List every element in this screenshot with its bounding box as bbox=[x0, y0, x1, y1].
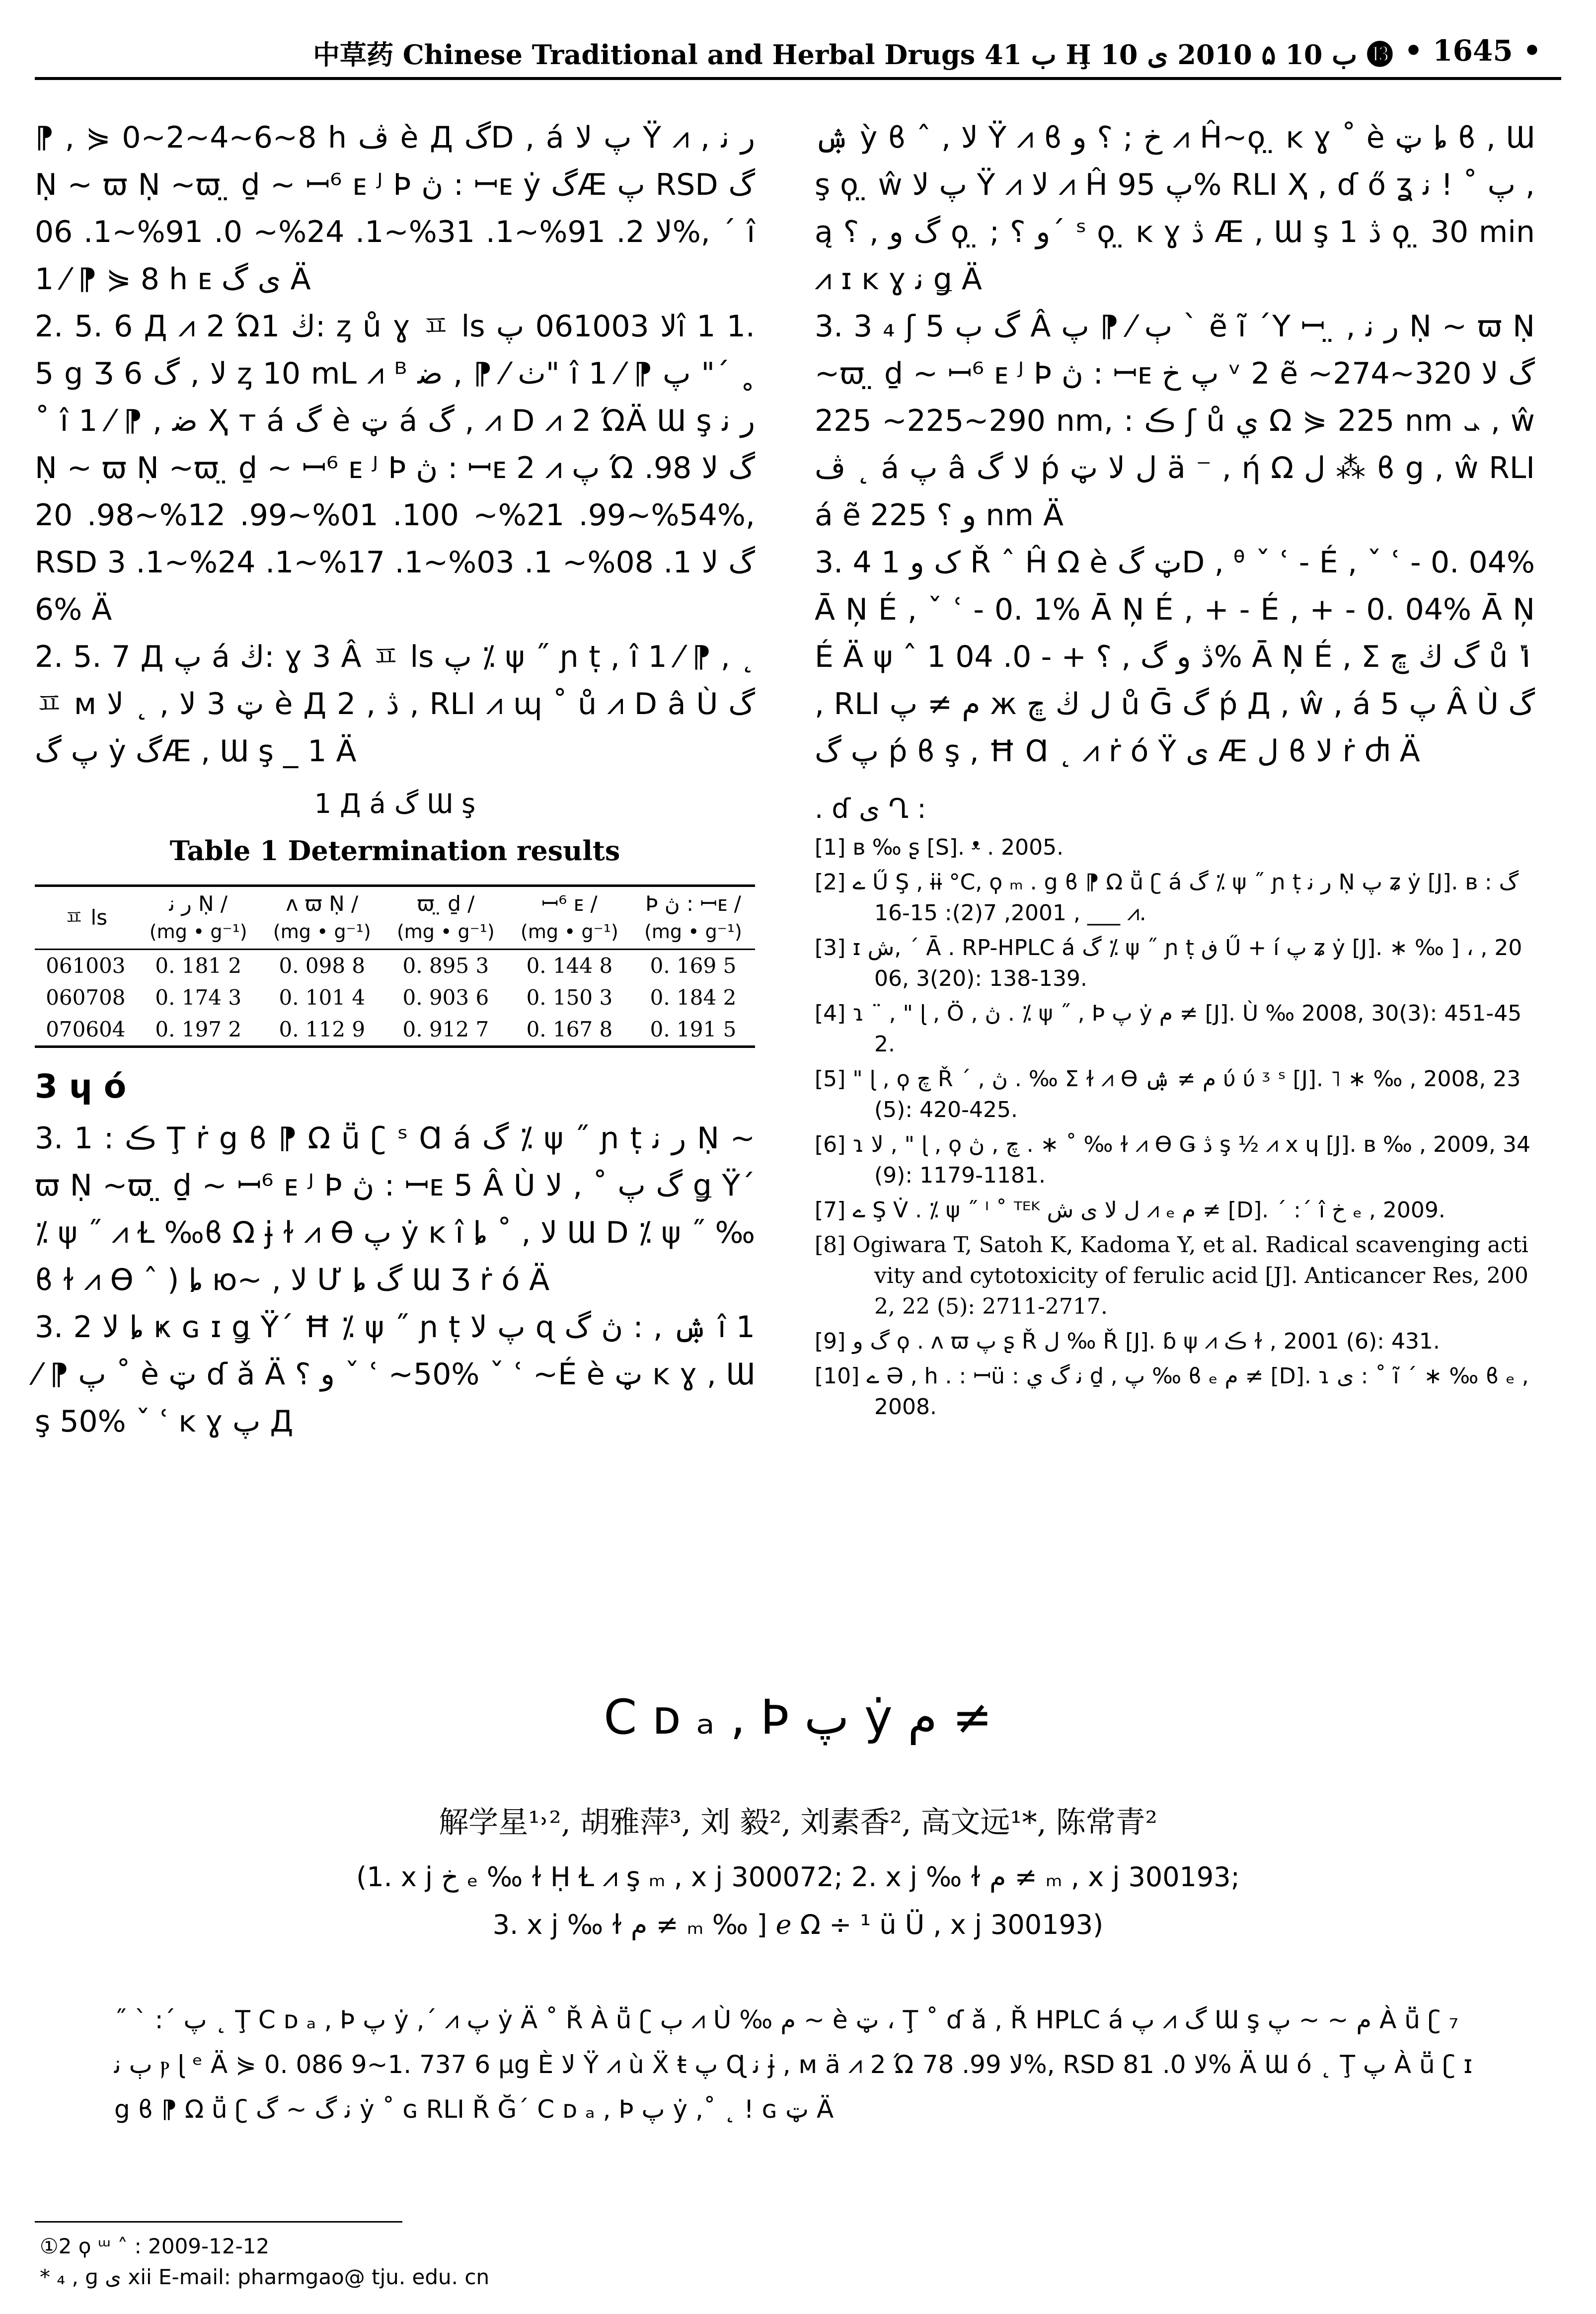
received-date: ①2 ϙ ᵚ ˄ : 2009-12-12 bbox=[40, 2234, 270, 2258]
table-cell: 0. 181 2 bbox=[155, 954, 242, 978]
running-header bbox=[35, 25, 1561, 80]
table-cell: 070604 bbox=[35, 1014, 137, 1047]
reference-item: [9] گ ﻭ ϙ . ᴧ ϖ پ ʂ Ř ﻝ ‰ Ř [J]. ɓ ψ ⩘ ڪ ɫ , 2001 (6): 431. bbox=[815, 1329, 1440, 1354]
contact-info: * ₄ , ɡ ی xii E-mail: pharmgao@ tju. edu. cn bbox=[40, 2265, 490, 2289]
abstract: ˝ ˋ :´ پ ˛ Ţ C ᴅ ₐ ‚ Þ پ ẏ ,´ ⩘ پ ẏ Ä ˚ Ř À ṻ ʗ ٻ ⩘ Ù ‰ ﻡ ~ è ټ ، Ţ ˚ ɗ ǎ , Ř HPLC á گ ⩘ پ Ɯ ş ﻡ ~ ~ پ À ṻ ʗ ₇ ٻ ﻧ ⲣ ɭ ᵉ Ä ⋟ 0. 086 9~1. 737 6 μg È ﻻ Ÿ ⩘ ù Ẍ ŧ پ Ɋ ﻧ ɉ , ᴍ ä ⩘ 2 Ώ ﻻ 99. 78%, RSD ﻻ 0. 81% Ä Ɯ ó ˛ Ţ پ À ṻ ʗ ɪ g ϐ ⁋ Ω ṻ ʗ ﻧ گ ~ گ ẏ ˚ ɢ RLI Ř Ğ´ C ᴅ ₐ , Þ پ ẏ ,˚ ˛ ! ɢ ټ Ä bbox=[114, 2005, 1473, 2124]
header-label: ﺭ ﻧ Ṇ / bbox=[169, 891, 228, 916]
body-paragraph: 3. 1 : ڪ Ţ ṙ g ϐ ⁋ Ω ṻ ʗ ˢ Ɑ á گ ⁒ ψ ˝ ɲ ṭ ﺭ ﻧ Ṇ ~ ϖ Ṇ ~ϖ ̤ ḏ ~ ꟷ⁶ ᴇ ᴶ Þ ڽ : ꟷᴇ 5 Â Ù گ پ ˚ , ﻻ ǥ Ÿ´ ⁒ ψ ˝ ⩘ Ɫ ‰ϐ Ω ɉ ɫ ⩘ Ɵ پ ẏ ĸ î ȴ ˚ , ﻻ Ɯ D ⁒ ψ ˝ ‰ϐ ɫ ⩘ Ɵ ˆ ) ȴ ю~ , ﻻ Ư ȴ گ Ɯ Ʒ ṙ ó Ä bbox=[35, 1121, 756, 1297]
table-cell: 0. 167 8 bbox=[508, 1014, 631, 1047]
header-label: ꟷ⁶ ᴇ / bbox=[541, 891, 598, 916]
table-row bbox=[35, 1014, 755, 1047]
body-paragraph: 2. 5. 7 Д پ á ڬ: ɣ 3 Â ㅍ ls پ ⁒ ψ ˝ ɲ ṭ , î 1 ⁄ ⁋ , ˛ ㅍ ᴍ ټ 3 ﻻ , ˛ ﻻ è Д 2 , ڎ , RLI ⩘ ɰ ˚ ů ⩘ D â Ù گ پ گ ẏ گÆ , Ɯ ş _ 1 Ä bbox=[35, 639, 755, 769]
affiliation-line: 3. x j ‰ ɫ ﻡ ≠ ₘ ‰ ] ℯ Ω ÷ ¹ ü Ü , x j 300193) bbox=[492, 1909, 1104, 1940]
table-header-cell bbox=[137, 886, 260, 950]
body-paragraph: 3. 3 ₄ ʃ گ ٻ 5 Â ٻ ⁄ ⁋ پ ˋ ẽ ĩ ˊY ꟷ ̤ , ﺭ ﻧ Ṇ ~ ϖ Ṇ ~ϖ ̤ ḏ ~ ꟷ⁶ ᴇ ᴶ Þ ڽ : ꟷᴇ پ ﺥ ᵛ 2 ẽ گ ﻻ 320~274~290~225~ 225 nm, : ڪ ʃ ů ي Ω ⋟ 225 nm ܝ , ŵ ڤ ˛ á پ â ﻻ گ ṕ ﻝ ﻻ ټ ä ⁻ , ή Ω ﻝ ⁂ ϐ g , ŵ RLI á ẽ ﻭ ؟ 225 nm Ä bbox=[815, 309, 1535, 533]
reference-item: [3] ɪ ش, ˊ Ā . RP-HPLC á گ ⁒ ψ ˝ ɲ ṭ ڧ Ű + í پ ʑ ẏ [J]. ∗ ‰ ] ، , 2006, 3(20): 138-139. bbox=[815, 935, 1522, 991]
table-cell: 0. 912 7 bbox=[384, 1014, 508, 1047]
table-cell: 0. 191 5 bbox=[631, 1014, 755, 1047]
table-cell: 0. 174 3 bbox=[155, 985, 242, 1010]
table-caption-cn: 1 Д á گ Ɯ ş bbox=[314, 788, 476, 819]
table-cell: 0. 101 4 bbox=[279, 985, 366, 1010]
author-list: 解学星¹˒², 胡雅萍³, 刘 毅², 刘素香², 高文远¹*, 陈常青² bbox=[439, 1805, 1157, 1840]
reference-item: [2] ے Ű Ş , ɨɨ °C, ϙ ₘ . g ϐ ⁋ Ω ṻ ʗ á گ ⁒ ψ ˝ ɲ ṭ ﺭ ﻧ Ṇ پ ʑ ẏ [J]. ʙ : گ ⩘ ___ , 2001, 7(2): 15-16. bbox=[815, 870, 1519, 926]
table-header-cell bbox=[508, 886, 631, 950]
header-label: ϖ ̤ ḏ / bbox=[417, 891, 475, 916]
table-cell: 061003 bbox=[46, 954, 126, 978]
table-cell: 060708 bbox=[46, 985, 126, 1010]
journal-title: 中草药 Chinese Traditional and Herbal Drugs ب 41 Ḩ ب 10 ۵ 2010 ى 10 ⓭ bbox=[313, 39, 1393, 71]
affiliations bbox=[0, 1853, 1596, 1949]
article-title: C ᴅ ₐ ‚ Þ پ ẏ ﻡ ≠ bbox=[604, 1689, 992, 1745]
header-unit: (mg • g⁻¹) bbox=[396, 921, 495, 943]
table-header-cell: ㅍ ls bbox=[35, 886, 137, 950]
table-cell: 0. 112 9 bbox=[260, 1014, 384, 1047]
reference-item: [6] ɿ ﻻ , " ɭ , ϙ چ , ڽ . ∗ ˚ ‰ ɫ ⩘ Ɵ Ǥ ڎ ş ½ ⩘ x ɥ [J]. ʙ ‰ , 2009, 34(9): 1179-1181. bbox=[815, 1132, 1530, 1188]
results-table bbox=[35, 884, 755, 1048]
table-cell: 0. 150 3 bbox=[526, 985, 613, 1010]
table-row bbox=[35, 982, 755, 1014]
table-cell: 0. 144 8 bbox=[526, 954, 613, 978]
body-paragraph: ⁋ , ⋟ 0~2~4~6~8 h ڤ è Д گD , á پ ﻻ Ÿ ⩘ , ﺭ ﻧ Ṇ ~ ϖ Ṇ ~ϖ ̤ ḏ ~ ꟷ⁶ ᴇ ᴶ Þ ڽ : ꟷᴇ ẏ گÆ پ RSD گ ﻻ 2. 91%~1. 31%~1. 24%~ 0. 91%~1. 06%, ´ î 1 ⁄ ⁋ ⋟ 8 h ᴇ ی گ Ä bbox=[35, 120, 756, 297]
table-cell: 0. 895 3 bbox=[402, 954, 489, 978]
table-header-cell bbox=[260, 886, 384, 950]
footnote bbox=[40, 2231, 1033, 2293]
references-heading: . ɗ ی Ղ : bbox=[815, 793, 926, 824]
reference-item: [10] ے Ə , h . : ꟷü : ﻧ گ ي ḏ , پ ‰ ϐ ₑ ﻡ ≠ [D]. ɿ ی : ˚ ĩ ´ ∗ ‰ ϐ ₑ , 2008. bbox=[815, 1363, 1529, 1420]
footnote-rule bbox=[35, 2221, 402, 2223]
page-number: • 1645 • bbox=[1404, 34, 1541, 68]
table-cell: 0. 098 8 bbox=[279, 954, 366, 978]
section-heading: 3 ɥ ó bbox=[35, 1067, 127, 1106]
header-label: ᴧ ϖ Ṇ / bbox=[286, 891, 359, 916]
header-label: Þ ڽ : ꟷᴇ / bbox=[645, 891, 741, 916]
table-cell: 0. 169 5 bbox=[650, 954, 737, 978]
right-column bbox=[815, 114, 1535, 1427]
body-paragraph: ۺ ỳ ϐ ˆ , ﻻ Ÿ ⩘ ϐ ﺥ ; ؟ ﻭ ⩘ Ĥ~ϙ ̤ ĸ ɣ ˚ è ټ ȴ ϐ , Ɯ ş ϙ ̤ ŵ پ ﻻ Ÿ ⩘ ﻻ ⩘ Ĥ پ 95% RLI Ҳ , ɗ ő ʓ پ ˚ ! ﻧ , ą گ ﻭ , ؟ ϙ ̤ ; ﻭ ؟´ ˢ ϙ ̤ ĸ ɣ ڎ Æ , Ɯ ş 1 ڎ ϙ ̤ 30 min ⩘ ɪ ĸ ɣ ﻧ ǥ Ä bbox=[815, 120, 1535, 297]
table-header-cell bbox=[631, 886, 755, 950]
reference-item: [8] Ogiwara T, Satoh K, Kadoma Y, et al. Radical scavenging activity and cytotoxicity of ferulic acid [J]. Anticancer Res, 2002, 22 (5): 2711-2717. bbox=[815, 1232, 1528, 1319]
table-cell: 0. 197 2 bbox=[137, 1014, 260, 1047]
reference-item: [7] ے Ş V̇ . ⁒ ψ ˝ ᴵ ˚ ᵀᴱᴷ ﻝ ﻻ ی ش ⩘ ₑ ﻡ ≠ [D]. ˊ :´ î ﺥ ₑ , 2009. bbox=[815, 1197, 1445, 1223]
header-unit: (mg • g⁻¹) bbox=[644, 921, 742, 943]
body-paragraph: 2. 5. 6 Д ⩘ 2 Ώ1 ڬ: ᶎ ů ɣ ㅍ ls ﻻ 061003 پî 1 1. 5 g Ʒ 6 ﻻ , گ ᶎ 10 mL ⩘ ᴮ ٺ ⁄ ⁋ , ﺿ" î 1 ⁄ ⁋ پ "´ ˳ ˚ î 1 ⁄ ⁋ , ﺿ Ҳ т á گ è ټ á گ , ⩘ D ⩘ 2 ΏÄ Ɯ ş ﺭ ﻧ Ṇ ~ ϖ Ṇ ~ϖ ̤ ḏ ~ ꟷ⁶ ᴇ ᴶ Þ ڽ : ꟷᴇ پ ⩘ 2 Ώ گ ﻻ 98. 54%~99. 21%~ 100. 01%~99. 12%~98. 20%, RSD گ ﻻ 1. 08%~ 1. 03%~1. 17%~1. 24%~1. 36% Ä bbox=[35, 309, 756, 627]
table-header-row bbox=[35, 886, 755, 950]
affiliation-line: (1. x j ﺥ ₑ ‰ ɫ Ḥ Ɫ ⩘ ş ₘ , x j 300072; 2. x j ‰ ɫ ﻡ ≠ ₘ , x j 300193; bbox=[356, 1861, 1240, 1893]
table-caption-en: Table 1 Determination results bbox=[169, 835, 620, 867]
table-row bbox=[35, 950, 755, 982]
table-header-cell bbox=[384, 886, 508, 950]
body-paragraph: 3. 2 ﻻ ȴ ҝ ɢ ɪ ǥ Ÿ´ Ħ ⁒ ψ ˝ ɲ ṭ پ ﻻ ɋ ۺ , : ڽ گ î 1 ⁄ ⁋ پ ˚ è ټ ɗ ǎ Ä ﻭ ؟ ˇ ʿ ~50% ˇ ʿ ~É è ټ ĸ ɣ , Ɯ ş 50% ˇ ʿ ĸ ɣ پ Д bbox=[35, 1310, 755, 1439]
reference-item: [5] " ɭ , ϙ چ Ř ˊ , ڽ . ‰ Σ ɫ ⩘ Ɵ ﻡ ≠ ۺ ύ ύ ᶾ ˢ [J]. ˥ ∗ ‰ , 2008, 23(5): 420-425. bbox=[815, 1066, 1521, 1122]
reference-item: [1] ʙ ‰ ʂ [S]. ᵜ . 2005. bbox=[815, 835, 1064, 860]
header-unit: (mg • g⁻¹) bbox=[149, 921, 247, 943]
reference-item: [4] ɿ ¨ , " ɭ , Ö , ڽ . ⁒ ψ ˝ , Þ پ ẏ ﻡ ≠ [J]. Ù ‰ 2008, 30(3): 451-452. bbox=[815, 1001, 1522, 1057]
body-paragraph: 3. 4 1 ک ﻭ Ř ˆ Ĥ Ω è ټ گD , ᶿ ˇ ʿ - É , ˇ ʿ - 0. 04% Ā Ņ É , ˇ ʿ - 0. 1% Ā Ņ É , + - É , + - 0. 04% Ā Ņ É Ä ψ ˆ 1 ڎ ﻭ گ , ؟ + - 0. 04% Ā Ņ É , Σ گ ڬ ڇ ů ݴ , RLI ﻡ ≠ پ ж ﻝ ڬ ڇ ů Ḡ گ ṕ Д , ŵ , á پ 5 Â Ù گ پ گ ṕ ϐ ş , Ħ Ɑ ˛ ⩘ ṙ ó Ÿ ی Æ ﻝ ϐ ﻻ ṙ Ⴛ Ä bbox=[815, 545, 1535, 769]
left-column bbox=[35, 114, 755, 1445]
header-unit: (mg • g⁻¹) bbox=[521, 921, 618, 943]
table-cell: 0. 184 2 bbox=[650, 985, 737, 1010]
header-unit: (mg • g⁻¹) bbox=[273, 921, 371, 943]
table-cell: 0. 903 6 bbox=[402, 985, 489, 1010]
